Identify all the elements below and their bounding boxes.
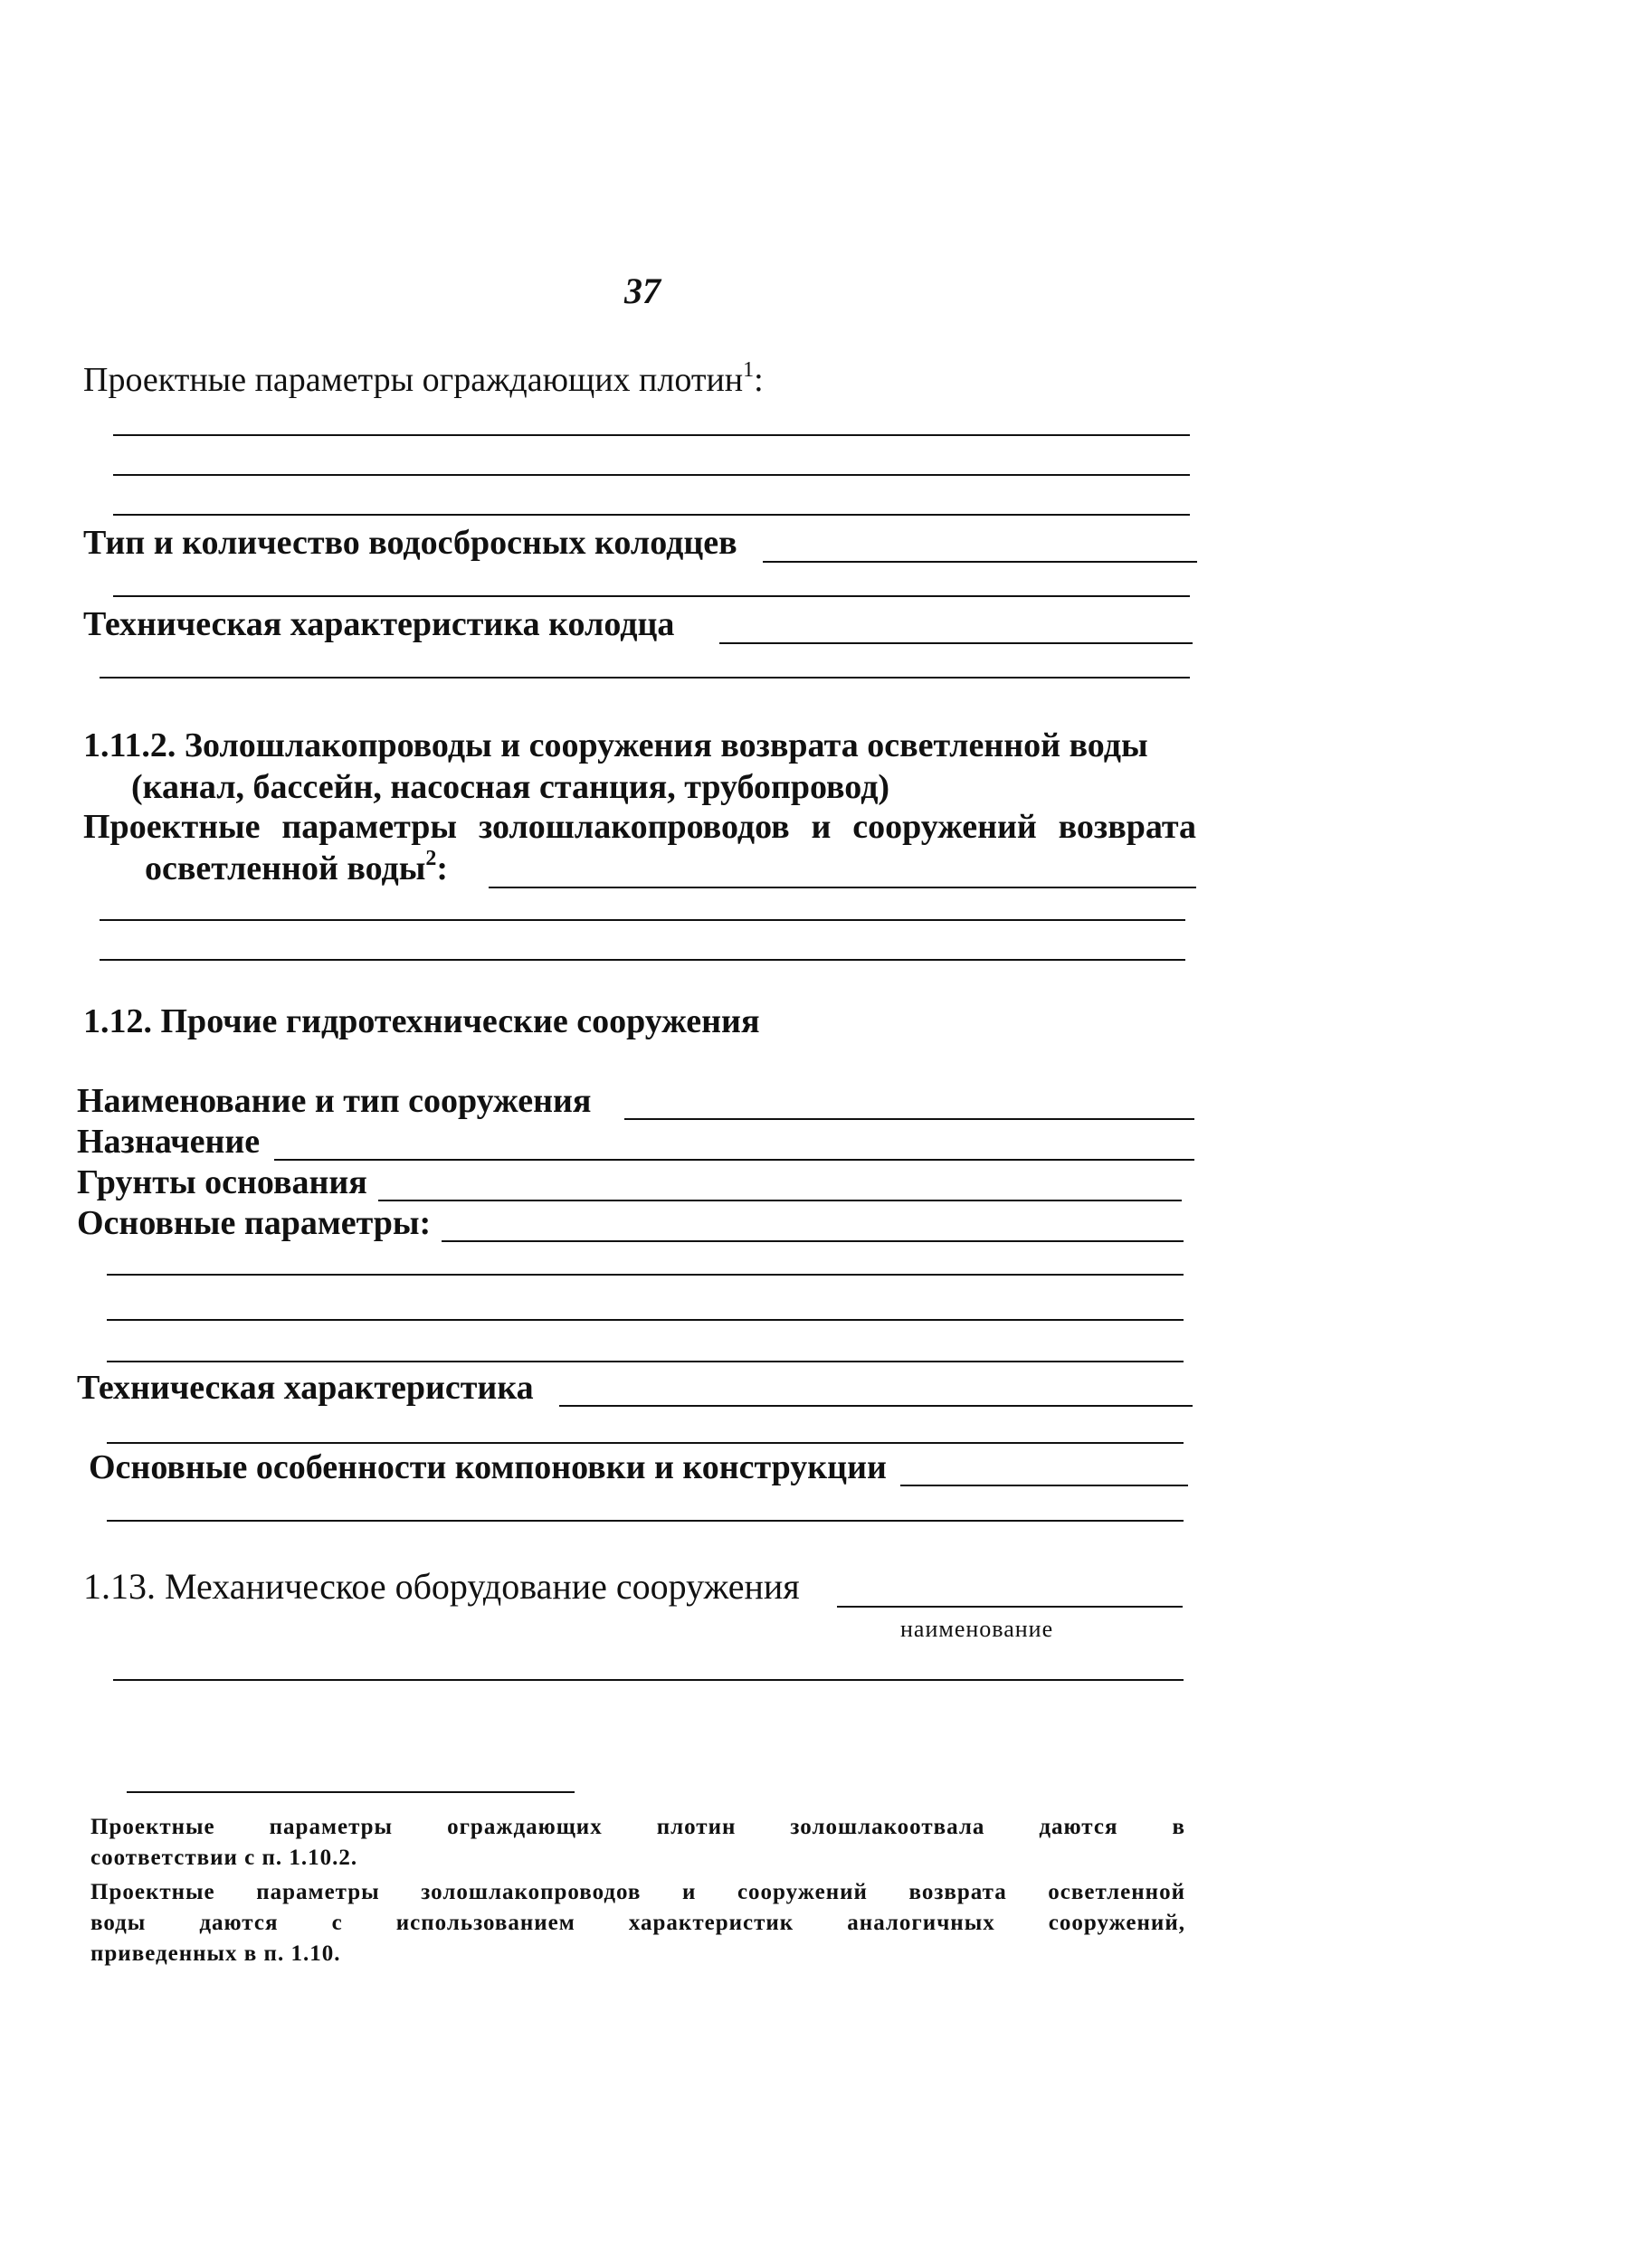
footnote-ref-2: 2	[425, 847, 437, 870]
wells-type-field[interactable]	[763, 525, 1197, 563]
well-spec-line-2	[100, 677, 1190, 679]
main-params-line-3	[107, 1319, 1184, 1321]
wells-type-line-2	[113, 595, 1190, 597]
main-params-line-4	[107, 1361, 1184, 1362]
wells-type-label: Тип и количество водосбросных колодцев	[83, 524, 737, 562]
purpose-label: Назначение	[77, 1123, 261, 1161]
soils-label: Грунты основания	[77, 1163, 367, 1201]
tech-spec-label: Техническая характеристика	[77, 1369, 534, 1407]
well-spec-field[interactable]	[719, 606, 1193, 644]
tech-spec-line-2	[107, 1442, 1184, 1444]
tech-spec-field[interactable]	[559, 1369, 1193, 1407]
section-1-11-2-params-field[interactable]	[489, 850, 1196, 888]
equipment-name-field[interactable]	[837, 1568, 1183, 1608]
purpose-field[interactable]	[274, 1123, 1194, 1161]
equipment-name-caption: наименование	[900, 1616, 1054, 1642]
name-type-field[interactable]	[624, 1082, 1194, 1120]
footnote-2-line1: Проектные параметры золошлакопроводов и сооружений возврата осветленной	[90, 1880, 1185, 1904]
page-number: 37	[624, 270, 661, 311]
section-1-13-heading: 1.13. Механическое оборудование сооружения	[83, 1566, 800, 1607]
equipment-line-2	[113, 1679, 1184, 1681]
section-1-11-2-params-line1: Проектные параметры золошлакопроводов и сооружений возврата	[83, 808, 1196, 846]
footnote-2-line2: воды даются с использованием характеристик аналогичных сооружений,	[90, 1911, 1185, 1935]
footnote-1-line2: соответствии с п. 1.10.2.	[90, 1846, 358, 1870]
section-1-11-2-line-2	[100, 919, 1185, 921]
section-1-11-2-heading-line1: 1.11.2. Золошлакопроводы и сооружения возврата осветленной воды	[83, 726, 1148, 764]
main-params-line-2	[107, 1274, 1184, 1276]
layout-features-field[interactable]	[900, 1448, 1188, 1486]
layout-features-line-2	[107, 1520, 1184, 1522]
main-params-label: Основные параметры:	[77, 1204, 432, 1242]
name-type-label: Наименование и тип сооружения	[77, 1082, 592, 1120]
footnote-1-line1: Проектные параметры ограждающих плотин золошлакоотвала даются в	[90, 1815, 1185, 1839]
well-spec-label: Техническая характеристика колодца	[83, 605, 675, 643]
dam-params-line-2	[113, 474, 1190, 476]
layout-features-label: Основные особенности компоновки и конструкции	[89, 1448, 887, 1486]
section-1-12-heading: 1.12. Прочие гидротехнические сооружения	[83, 1002, 760, 1040]
dam-params-line-3	[113, 514, 1190, 516]
footnote-separator	[127, 1791, 575, 1793]
section-1-11-2-heading-line2: (канал, бассейн, насосная станция, трубопровод)	[131, 768, 890, 806]
section-1-11-2-line-3	[100, 959, 1185, 961]
dam-params-text: Проектные параметры ограждающих плотин	[83, 361, 744, 399]
footnote-ref-1: 1	[743, 358, 755, 382]
section-1-11-2-params-line2: осветленной воды$^2$:	[145, 847, 449, 887]
section-1-11-2-params-text: осветленной воды	[145, 849, 426, 887]
footnote-2-line3: приведенных в п. 1.10.	[90, 1941, 341, 1966]
soils-field[interactable]	[378, 1163, 1182, 1201]
main-params-field[interactable]	[442, 1204, 1184, 1242]
dam-params-label: Проектные параметры ограждающих плотин$^1$:	[83, 358, 764, 399]
dam-params-line-1	[113, 434, 1190, 436]
